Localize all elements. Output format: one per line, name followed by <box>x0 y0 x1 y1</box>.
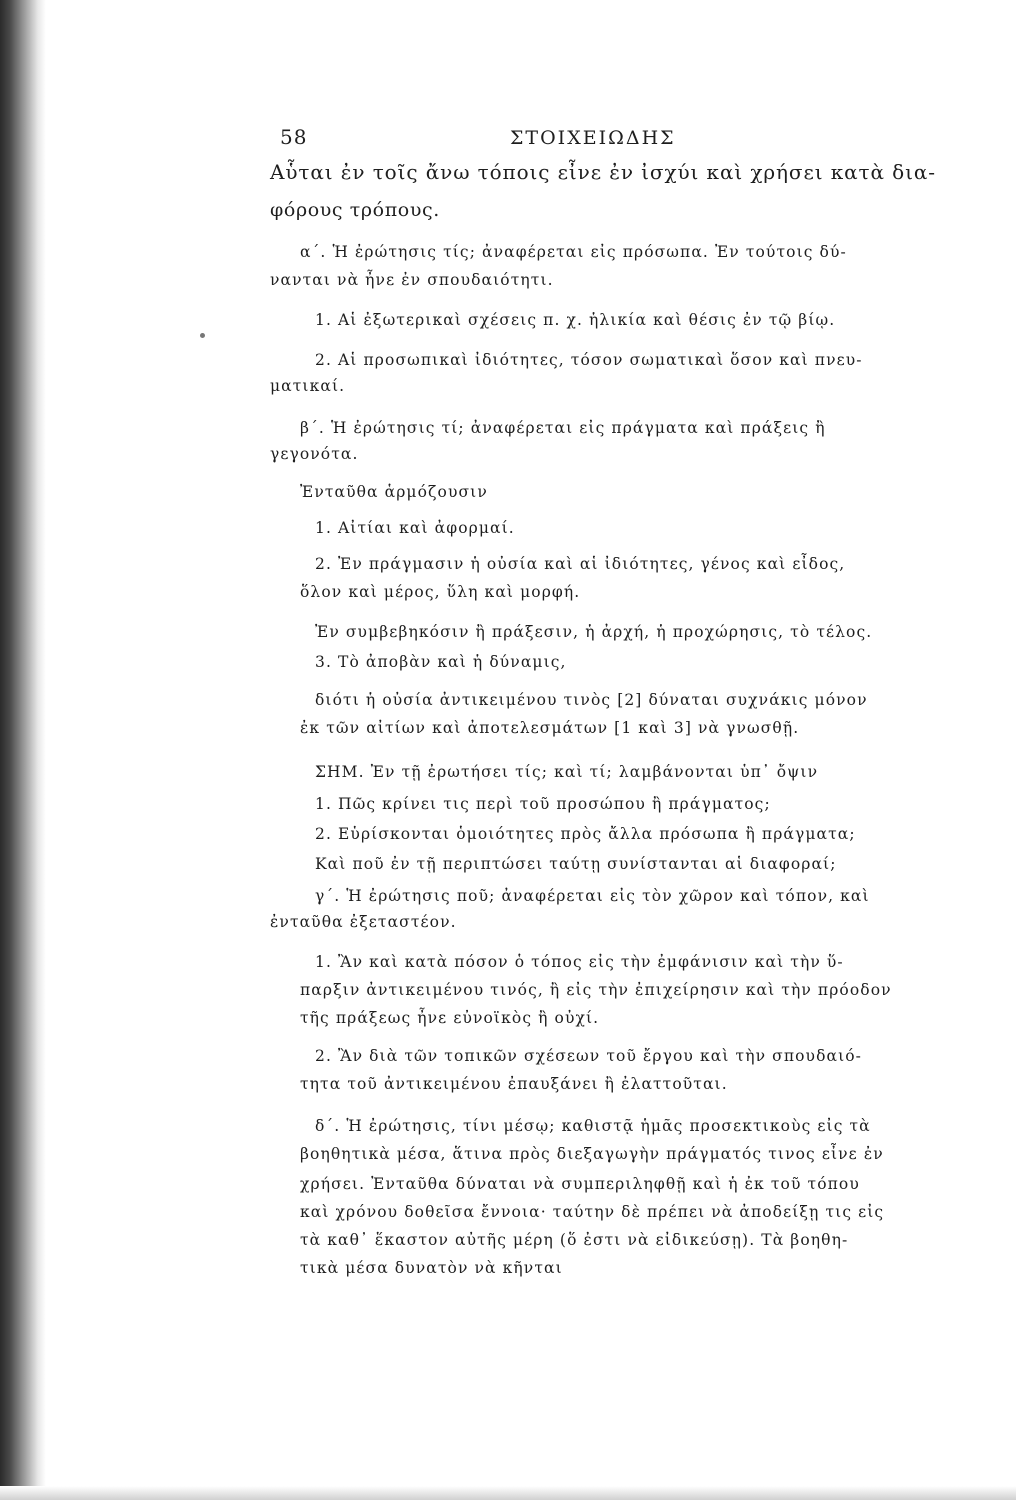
scan-bottom-shadow <box>0 1486 1016 1500</box>
text-line: β΄. Ἡ ἐρώτησις τί; ἀναφέρεται εἰς πράγματα καὶ πράξεις ἢ <box>300 419 826 437</box>
text-line: 2. Ἐν πράγμασιν ἡ οὐσία καὶ αἱ ἰδιότητες, γένος καὶ εἶδος, <box>315 555 846 573</box>
text-line: χρήσει. Ἐνταῦθα δύναται νὰ συμπεριληφθῇ καὶ ἡ ἐκ τοῦ τόπου <box>300 1175 860 1193</box>
running-head: ΣΤΟΙΧΕΙΩΔΗΣ <box>510 127 676 149</box>
text-line: ἐνταῦθα ἐξεταστέον. <box>270 913 457 931</box>
text-line: Ἐν συμβεβηκόσιν ἢ πράξεσιν, ἡ ἀρχή, ἡ προχώρησις, τὸ τέλος. <box>315 623 873 641</box>
text-line: τητα τοῦ ἀντικειμένου ἐπαυξάνει ἢ ἐλαττοῦται. <box>300 1075 728 1093</box>
text-line: 1. Αἰτίαι καὶ ἀφορμαί. <box>315 519 515 537</box>
text-line: ἐκ τῶν αἰτίων καὶ ἀποτελεσμάτων [1 καὶ 3] νὰ γνωσθῇ. <box>300 719 800 737</box>
text-line: ματικαί. <box>270 377 346 395</box>
text-line: 1. Ἂν καὶ κατὰ πόσον ὁ τόπος εἰς τὴν ἐμφάνισιν καὶ τὴν ὕ- <box>315 953 844 971</box>
text-line: 2. Αἱ προσωπικαὶ ἰδιότητες, τόσον σωματικαὶ ὅσον καὶ πνευ- <box>315 351 863 369</box>
text-line: διότι ἡ οὐσία ἀντικειμένου τινὸς [2] δύναται συχνάκις μόνον <box>315 691 868 709</box>
scan-edge-shadow <box>0 0 46 1500</box>
page-number: 58 <box>280 125 308 149</box>
text-line: 3. Τὸ ἀποβὰν καὶ ἡ δύναμις, <box>315 653 567 671</box>
text-line: ΣΗΜ. Ἐν τῇ ἐρωτήσει τίς; καὶ τί; λαμβάνονται ὑπ᾽ ὄψιν <box>315 763 819 781</box>
text-line: τῆς πράξεως ἦνε εὐνοϊκὸς ἢ οὐχί. <box>300 1009 600 1027</box>
margin-speck <box>200 333 205 338</box>
text-line: δ΄. Ἡ ἐρώτησις, τίνι μέσῳ; καθιστᾷ ἡμᾶς προσεκτικοὺς εἰς τὰ <box>315 1117 871 1135</box>
text-line: τικὰ μέσα δυνατὸν νὰ κῆνται <box>300 1259 563 1277</box>
text-line: Ἐνταῦθα ἁρμόζουσιν <box>300 483 488 501</box>
text-line: ὅλον καὶ μέρος, ὕλη καὶ μορφή. <box>300 583 581 601</box>
text-line: βοηθητικὰ μέσα, ἅτινα πρὸς διεξαγωγὴν πράγματός τινος εἶνε ἐν <box>300 1145 884 1163</box>
text-line: παρξιν ἀντικειμένου τινός, ἢ εἰς τὴν ἐπιχείρησιν καὶ τὴν πρόοδον <box>300 981 892 999</box>
text-line: Αὗται ἐν τοῖς ἄνω τόποις εἶνε ἐν ἰσχύι καὶ χρήσει κατὰ δια- <box>270 160 936 184</box>
page-header <box>270 125 900 155</box>
text-line: τὰ καθ᾽ ἕκαστον αὐτῆς μέρη (ὅ ἐστι νὰ εἰδικεύσῃ). Τὰ βοηθη- <box>300 1231 849 1249</box>
text-line: νανται νὰ ἦνε ἐν σπουδαιότητι. <box>270 271 554 289</box>
text-line: γ΄. Ἡ ἐρώτησις ποῦ; ἀναφέρεται εἰς τὸν χῶρον καὶ τόπον, καὶ <box>315 887 870 905</box>
text-line: γεγονότα. <box>270 445 359 463</box>
text-line: 2. Ἂν διὰ τῶν τοπικῶν σχέσεων τοῦ ἔργου καὶ τὴν σπουδαιό- <box>315 1047 863 1065</box>
text-line: Καὶ ποῦ ἐν τῇ περιπτώσει ταύτῃ συνίστανται αἱ διαφοραί; <box>315 855 837 873</box>
text-line: 1. Πῶς κρίνει τις περὶ τοῦ προσώπου ἢ πράγματος; <box>315 795 771 813</box>
text-line: 1. Αἱ ἐξωτερικαὶ σχέσεις π. χ. ἡλικία καὶ θέσις ἐν τῷ βίῳ. <box>315 311 836 329</box>
text-line: 2. Εὑρίσκονται ὁμοιότητες πρὸς ἄλλα πρόσωπα ἢ πράγματα; <box>315 825 856 843</box>
text-line: φόρους τρόπους. <box>270 199 440 221</box>
text-line: καὶ χρόνου δοθεῖσα ἔννοια· ταύτην δὲ πρέπει νὰ ἀποδείξῃ τις εἰς <box>300 1203 885 1221</box>
text-line: α΄. Ἡ ἐρώτησις τίς; ἀναφέρεται εἰς πρόσωπα. Ἐν τούτοις δύ- <box>300 243 847 261</box>
